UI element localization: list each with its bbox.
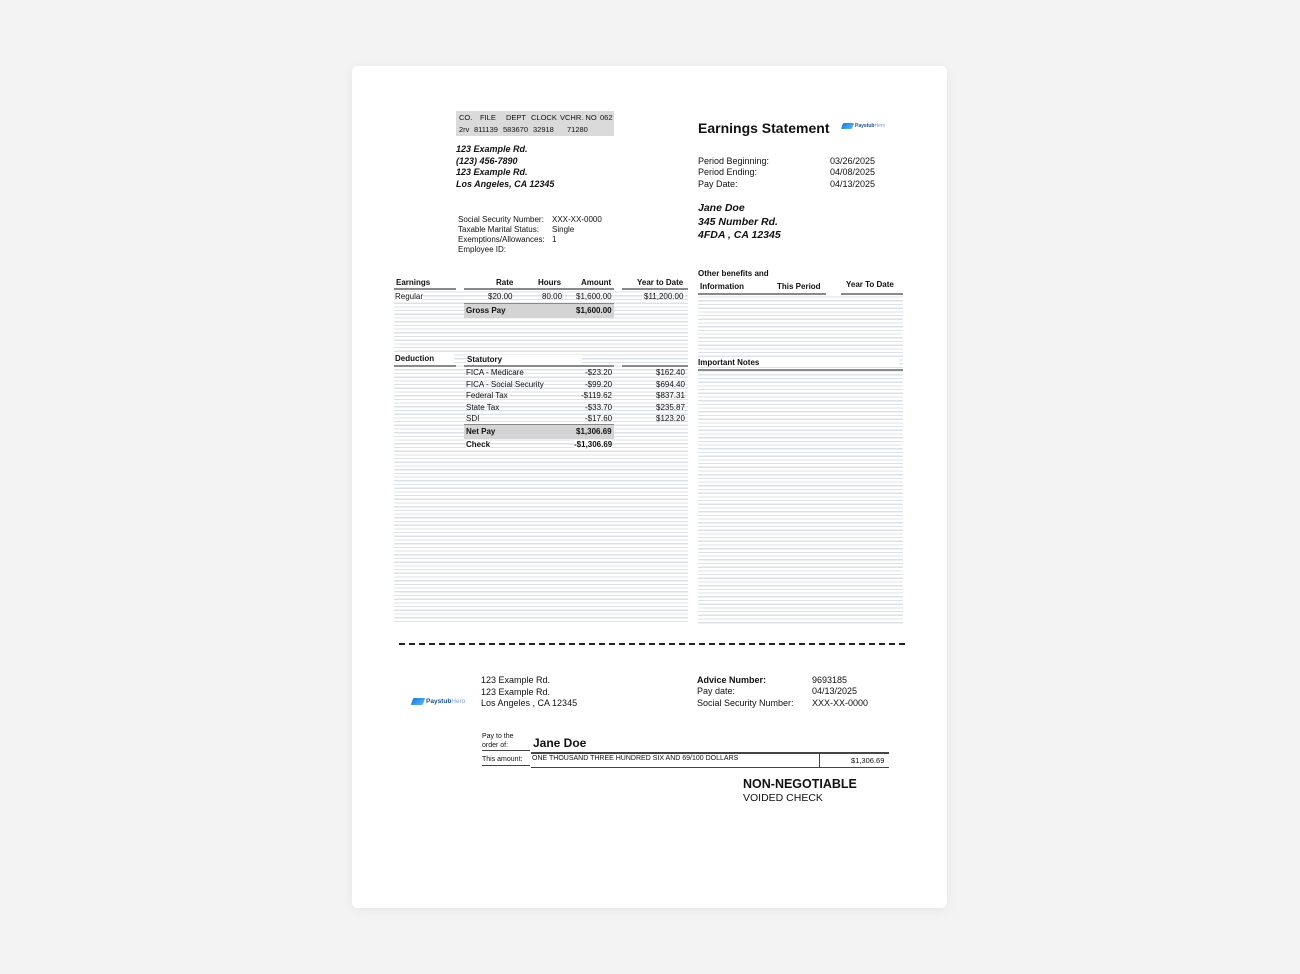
earnings-col-rate: Rate	[496, 278, 514, 287]
check-paystub-logo-icon	[411, 698, 426, 705]
payroll-code-box	[456, 111, 614, 136]
code-header-co: CO.	[459, 113, 473, 122]
check-address-line3: Los Angeles , CA 12345	[481, 698, 578, 708]
logo-name: Paystub	[855, 123, 875, 129]
payee-address-line1: 345 Number Rd.	[698, 216, 778, 228]
pay-to-underline	[482, 750, 530, 751]
deduction-amount: -$17.60	[585, 414, 613, 423]
code-value-clock: 32918	[533, 125, 554, 134]
pay-stub-document	[352, 66, 947, 908]
earnings-row-amount: $1,600.00	[576, 292, 612, 301]
deduction-label: FICA - Social Security	[466, 380, 544, 389]
gross-pay-label: Gross Pay	[466, 306, 506, 315]
employer-address-line1: 123 Example Rd.	[456, 144, 528, 154]
benefits-ytd-underline	[841, 293, 903, 295]
code-header-vchr: VCHR. NO	[560, 113, 597, 122]
advice-number-value: 9693185	[812, 675, 848, 685]
check-pay-date-label: Pay date:	[697, 686, 736, 696]
important-notes-underline	[698, 369, 903, 371]
deduction-amount: -$99.20	[585, 380, 613, 389]
payee-address-line2: 4FDA , CA 12345	[698, 229, 781, 241]
statutory-underline	[464, 365, 614, 367]
amount-label-underline	[482, 765, 530, 766]
paystub-logo	[842, 123, 885, 129]
period-begin-value: 03/26/2025	[830, 156, 876, 166]
other-benefits-title: Other benefits and	[698, 269, 769, 278]
code-header-dept: DEPT	[506, 113, 527, 122]
pay-to-label-line2: order of:	[482, 742, 509, 749]
non-negotiable-label: NON-NEGOTIABLE	[743, 777, 857, 791]
amount-underline	[531, 767, 889, 768]
net-pay-label: Net Pay	[466, 427, 496, 436]
period-begin-label: Period Beginning:	[698, 156, 770, 166]
statutory-label: Statutory	[467, 355, 582, 364]
benefits-notes-striped-area	[698, 294, 903, 625]
payee-name: Jane Doe	[698, 202, 745, 214]
earnings-deductions-striped-area	[394, 289, 688, 623]
paystub-logo-icon	[841, 123, 854, 129]
earnings-col-amount: Amount	[581, 278, 612, 287]
deduction-amount: -$23.20	[585, 368, 613, 377]
deduction-ytd: $694.40	[656, 380, 685, 389]
marital-status-value: Single	[552, 225, 575, 234]
check-label: Check	[466, 440, 491, 449]
code-header-file: FILE	[480, 113, 496, 122]
check-ssn-value: XXX-XX-0000	[812, 698, 869, 708]
check-amount: -$1,306.69	[574, 440, 613, 449]
employee-id-label: Employee ID:	[458, 245, 507, 254]
gross-pay-amount: $1,600.00	[576, 306, 612, 315]
pay-date-label: Pay Date:	[698, 179, 738, 189]
check-logo-name: Paystub	[426, 698, 452, 705]
earnings-section-label: Earnings	[396, 278, 450, 287]
check-pay-date-value: 04/13/2025	[812, 686, 858, 696]
deduction-amount: -$119.62	[581, 391, 612, 400]
deduction-label: SDI	[466, 414, 480, 423]
voided-check-label: VOIDED CHECK	[743, 792, 823, 804]
ssn-label: Social Security Number:	[458, 215, 544, 224]
earnings-row-hours: 80.00	[542, 292, 563, 301]
deduction-ytd: $123.20	[656, 414, 685, 423]
deduction-header-underline	[394, 365, 456, 367]
code-header-clock: CLOCK	[531, 113, 557, 122]
check-logo-suffix: Hero	[451, 698, 466, 705]
check-ssn-label: Social Security Number:	[697, 698, 794, 708]
earnings-ytd-underline	[622, 288, 688, 290]
code-value-co: 2rv	[459, 125, 470, 134]
advice-number-label: Advice Number:	[697, 675, 767, 685]
exemptions-value: 1	[552, 235, 557, 244]
earnings-columns-underline	[464, 288, 614, 290]
net-pay-amount: $1,306.69	[576, 427, 612, 436]
earnings-row-label: Regular	[395, 292, 424, 301]
benefits-col-this-period: This Period	[777, 282, 821, 291]
earnings-header-underline	[394, 288, 456, 290]
check-address-line2: 123 Example Rd.	[481, 687, 551, 697]
earnings-row-ytd: $11,200.00	[644, 292, 684, 301]
earnings-col-ytd: Year to Date	[637, 278, 684, 287]
deduction-label: State Tax	[466, 403, 500, 412]
period-end-label: Period Ending:	[698, 167, 758, 177]
deduction-label: FICA - Medicare	[466, 368, 524, 377]
benefits-col-ytd: Year To Date	[846, 280, 894, 289]
employer-address-line3: Los Angeles, CA 12345	[456, 179, 555, 189]
marital-status-label: Taxable Marital Status:	[458, 225, 539, 234]
amount-label: This amount:	[482, 756, 523, 763]
period-end-value: 04/08/2025	[830, 167, 876, 177]
check-amount-value: $1,306.69	[851, 756, 885, 765]
amount-divider	[819, 753, 820, 767]
check-payee-name: Jane Doe	[533, 736, 587, 750]
deduction-label: Federal Tax	[466, 391, 508, 400]
logo-suffix: Hero	[874, 123, 886, 129]
tear-line	[399, 643, 905, 645]
deduction-ytd: $837.31	[656, 391, 685, 400]
amount-in-words: ONE THOUSAND THREE HUNDRED SIX AND 69/100 DOLLARS	[532, 755, 739, 762]
ssn-value: XXX-XX-0000	[552, 215, 602, 224]
deduction-amount: -$33.70	[585, 403, 613, 412]
deduction-ytd-underline	[622, 365, 688, 367]
pay-to-label-line1: Pay to the	[482, 733, 514, 740]
exemptions-label: Exemptions/Allowances:	[458, 235, 545, 244]
earnings-col-hours: Hours	[538, 278, 562, 287]
deduction-ytd: $235.87	[656, 403, 685, 412]
payee-underline	[531, 752, 889, 754]
check-paystub-logo	[412, 698, 465, 705]
code-value-dept: 583670	[503, 125, 529, 134]
important-notes-title: Important Notes	[698, 358, 899, 367]
check-address-line1: 123 Example Rd.	[481, 675, 551, 685]
pay-date-value: 04/13/2025	[830, 179, 876, 189]
benefits-col-info: Information	[700, 282, 744, 291]
employer-address-line2: 123 Example Rd.	[456, 167, 528, 177]
code-value-file: 811139	[474, 125, 498, 134]
statement-title: Earnings Statement	[698, 120, 830, 136]
benefits-header-underline	[698, 293, 826, 295]
deduction-ytd: $162.40	[656, 368, 685, 377]
deduction-section-label: Deduction	[395, 354, 454, 363]
code-header-062: 062	[600, 113, 613, 122]
earnings-row-rate: $20.00	[488, 292, 513, 301]
code-value-vchr: 71280	[567, 125, 588, 134]
employer-phone: (123) 456-7890	[456, 156, 518, 166]
